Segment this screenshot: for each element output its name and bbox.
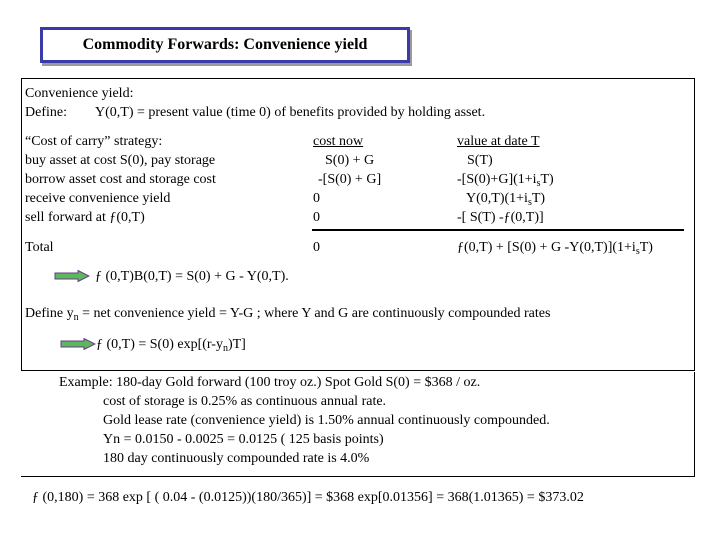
row-T-4: -[ S(T) -ƒ(0,T)] (457, 210, 544, 225)
total-now: 0 (313, 240, 320, 255)
implies-arrow-icon (60, 338, 96, 350)
example-line-1: Example: 180-day Gold forward (100 troy oz.) Spot Gold S(0) = $368 / oz. (59, 375, 481, 390)
example-final-calculation: ƒ (0,180) = 368 exp [ ( 0.04 - (0.0125))(180/365)] = $368 exp[0.01356] = 368(1.01365) = $373.02 (32, 490, 584, 505)
row-T-2: $-[S(0)+G](1+i_sT)$ (457, 172, 554, 189)
result-forward-price: ƒ (0,T)B(0,T) = S(0) + G - Y(0,T). (95, 269, 289, 284)
example-line-3: Gold lease rate (convenience yield) is 1.50% annual continuously compounded. (103, 413, 550, 428)
define-text: Y(0,T) = present value (time 0) of benefits provided by holding asset. (95, 105, 486, 120)
example-line-2: cost of storage is 0.25% as continuous annual rate. (103, 394, 387, 409)
implies-arrow-icon (54, 270, 90, 282)
row-now-1: S(0) + G (325, 153, 375, 168)
row-now-4: 0 (313, 210, 320, 225)
row-now-2: -[S(0) + G] (318, 172, 382, 187)
slide-title: Commodity Forwards: Convenience yield (82, 36, 368, 53)
define-label: Define: (25, 105, 67, 120)
sum-rule (312, 229, 684, 231)
row-desc-1: buy asset at cost S(0), pay storage (25, 153, 216, 168)
row-desc-4: sell forward at ƒ(0,T) (25, 210, 145, 225)
row-T-3: $Y(0,T)(1+i_sT)$ (466, 191, 546, 208)
row-now-3: 0 (313, 191, 320, 206)
example-line-4: Yn = 0.0150 - 0.0025 = 0.0125 ( 125 basis points) (103, 432, 384, 447)
convenience-yield-heading: Convenience yield: (25, 86, 134, 101)
col-header-cost-now: cost now (313, 134, 364, 149)
row-desc-3: receive convenience yield (25, 191, 171, 206)
example-line-5: 180 day continuously compounded rate is 4.0% (103, 451, 370, 466)
result-forward-exp: ƒ (0,T) = S(0) $\exp[(r-y_n)T]$ (96, 337, 246, 354)
row-T-1: S(T) (467, 153, 493, 168)
slide-title-box (40, 27, 410, 63)
total-label: Total (25, 240, 54, 255)
yn-definition: Define $y_n$ = net convenience yield = Y-G ; where Y and G are continuously compounded rates (25, 306, 551, 323)
row-desc-2: borrow asset cost and storage cost (25, 172, 216, 187)
strategy-label: “Cost of carry” strategy: (25, 134, 163, 149)
total-T: ƒ(0,T) + [S(0) + G $-Y(0,T)](1+i_sT)$ (457, 240, 653, 257)
col-header-value-T: value at date T (457, 134, 540, 149)
